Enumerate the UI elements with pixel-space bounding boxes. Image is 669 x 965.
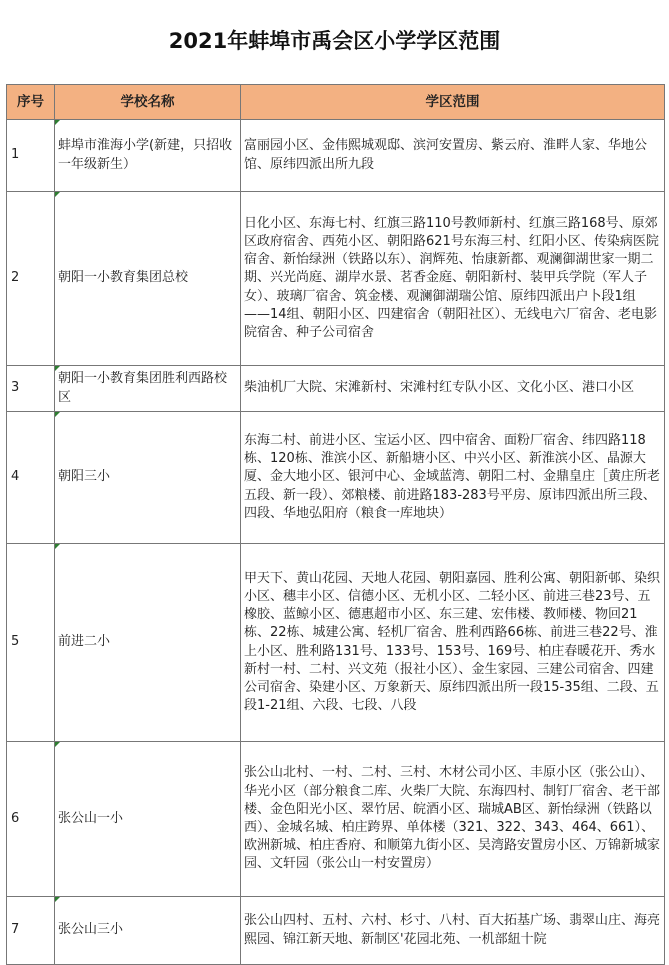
row-scope: 富丽园小区、金伟熙城观邸、滨河安置房、紫云府、淮畔人家、华地公馆、原纬四派出所九段 (241, 120, 665, 192)
row-num: 3 (7, 366, 55, 412)
row-school (55, 120, 241, 192)
row-num: 6 (7, 742, 55, 897)
header-school: 学校名称 (55, 85, 241, 120)
comment-marker-icon (55, 120, 60, 125)
row-school-text: 张公山一小 (58, 810, 124, 826)
table-row (7, 742, 665, 897)
row-school (55, 366, 241, 412)
row-school-text: 朝阳三小 (58, 469, 111, 485)
row-school (55, 742, 241, 897)
row-scope: 日化小区、东海七村、红旗三路110号教师新村、红旗三路168号、原郊区政府宿舍、西苑小区、朝阳路621号东海三村、红阳小区、传染病医院宿舍、新怡绿洲（铁路以东）、润辉苑、怡康新都、观澜御湖世家一期二期、兴光尚庭、湖岸水景、茗香金庭、朝阳新村、装甲兵学院（军人子女）、玻璃厂宿舍、筑金楼、观澜御湖瑞公馆、原纬四派出户卜段1组——14组、朝阳小区、四建宿舍（朝阳社区）、无线电六厂宿舍、老电影院宿舍、种子公司宿舍 (241, 192, 665, 366)
row-num: 5 (7, 544, 55, 742)
row-school (55, 544, 241, 742)
row-school (55, 412, 241, 544)
school-district-table (6, 84, 665, 965)
row-scope: 甲天下、黄山花园、天地人花园、朝阳嘉园、胜利公寓、朝阳新邨、染织小区、穗丰小区、信德小区、无机小区、二轻小区、前进三巷23号、五橡胶、蓝鲸小区、德惠超市小区、东三建、宏伟楼、教师楼、物回21栋、22栋、城建公寓、轻机厂宿舍、胜利西路66栋、前进三巷22号、淮上小区、胜利路131号、133号、153号、169号、柏庄春暖花开、秀水新村一村、二村、兴文苑（报社小区）、金生家园、三建公司宿舍、四建公司宿舍、染建小区、万象新天、原纬四派出所一段15-35组、二段、五段1-21组、六段、七段、八段 (241, 544, 665, 742)
row-school-text: 张公山三小 (58, 922, 124, 938)
comment-marker-icon (55, 412, 60, 417)
row-scope: 东海二村、前进小区、宝运小区、四中宿舍、面粉厂宿舍、纬四路118栋、120栋、淮滨小区、新船塘小区、中兴小区、新淮滨小区、晶源大厦、金大地小区、银河中心、金域蓝湾、朝阳二村、金鼎皇庄［黄庄所老五段、新一段）、郊粮楼、前进路183-283号平房、原讳四派出所三段、四段、华地弘阳府（粮食一库地块） (241, 412, 665, 544)
row-school-text: 前进二小 (58, 634, 111, 650)
table-row (7, 366, 665, 412)
row-scope: 张公山四村、五村、六村、杉寸、八村、百大拓基广场、翡翠山庄、海亮熙园、锦江新天地、新制区'花园北苑、一机部紐十院 (241, 897, 665, 965)
header-num: 序号 (7, 85, 55, 120)
row-scope: 柴油机厂大院、宋滩新村、宋滩村红专队小区、文化小区、港口小区 (241, 366, 665, 412)
table-row (7, 192, 665, 366)
header-scope: 学区范围 (241, 85, 665, 120)
comment-marker-icon (55, 544, 60, 549)
table-row (7, 120, 665, 192)
table-row (7, 412, 665, 544)
row-num: 2 (7, 192, 55, 366)
comment-marker-icon (55, 742, 60, 747)
row-num: 1 (7, 120, 55, 192)
table-header-row (7, 85, 665, 120)
row-school (55, 897, 241, 965)
row-school-text: 朝阳一小教育集团胜利西路校区 (58, 371, 228, 405)
page-title: 2021年蚌埠市禹会区小学学区范围 (168, 29, 501, 53)
table-row (7, 544, 665, 742)
comment-marker-icon (55, 192, 60, 197)
row-school (55, 192, 241, 366)
comment-marker-icon (55, 366, 60, 371)
row-scope: 张公山北村、一村、二村、三村、木材公司小区、丰原小区（张公山）、华光小区（部分粮食二库、火柴厂大院、东海四村、制钉厂宿舍、老干部楼、金色阳光小区、翠竹居、皖酒小区、瑞城AB区、新怡绿洲（铁路以西）、金城名城、柏庄跨界、单体楼（321、322、343、464、661）、欧洲新城、柏庄香府、和顺第九街小区、吴湾路安置房小区、万锦新城家园、文轩园（张公山一村安置房） (241, 742, 665, 897)
row-num: 7 (7, 897, 55, 965)
row-num: 4 (7, 412, 55, 544)
table-row (7, 897, 665, 965)
comment-marker-icon (55, 897, 60, 902)
row-school-text: 朝阳一小教育集团总校 (58, 270, 189, 286)
row-school-text: 蚌埠市淮海小学(新建，只招收一年级新生） (58, 138, 233, 172)
